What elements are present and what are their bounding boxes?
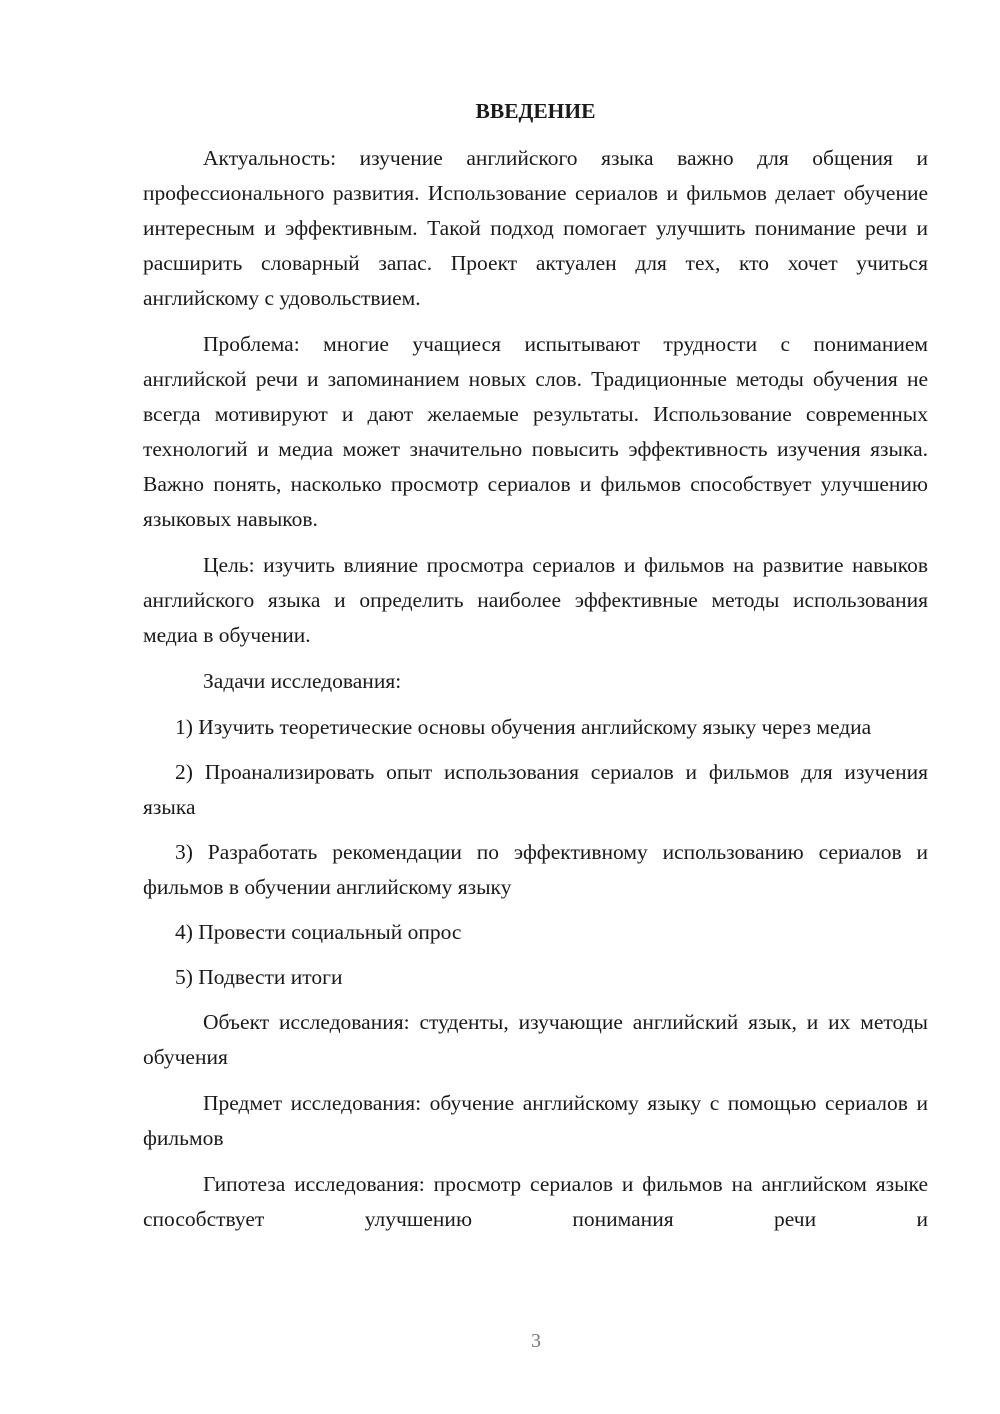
page-number: 3 (531, 1330, 541, 1352)
task-item-4: 4) Провести социальный опрос (175, 920, 462, 944)
paragraph-goal: Цель: изучить влияние просмотра сериалов и фильмов на развитие навыков английского языка и определить наиболее эффективные методы использования медиа в обучении. (143, 553, 928, 647)
task-item-3: 3) Разработать рекомендации по эффективному использованию сериалов и фильмов в обучении английскому языку (143, 840, 928, 899)
paragraph-problem: Проблема: многие учащиеся испытывают трудности с пониманием английской речи и запоминанием новых слов. Традиционные методы обучения не всегда мотивируют и дают желаемые результаты. Использование современных технологий и медиа может значительно повысить эффективность изучения языка. Важно понять, насколько просмотр сериалов и фильмов способствует улучшению языковых навыков. (143, 332, 928, 531)
task-item-1: 1) Изучить теоретические основы обучения английскому языку через медиа (175, 715, 872, 739)
paragraph-subject: Предмет исследования: обучение английскому языку с помощью сериалов и фильмов (143, 1091, 928, 1150)
paragraph-relevance: Актуальность: изучение английского языка важно для общения и профессионального развития. Использование сериалов и фильмов делает обучение интересным и эффективным. Такой подход помогает улучшить понимание речи и расширить словарный запас. Проект актуален для тех, кто хочет учиться английскому с удовольствием. (143, 146, 928, 310)
document-page (143, 94, 928, 1248)
task-item-5: 5) Подвести итоги (175, 965, 343, 989)
page-title: ВВЕДЕНИЕ (475, 99, 596, 123)
paragraph-object: Объект исследования: студенты, изучающие английский язык, и их методы обучения (143, 1010, 928, 1069)
task-item-2: 2) Проанализировать опыт использования сериалов и фильмов для изучения языка (143, 760, 928, 819)
paragraph-tasks-heading: Задачи исследования: (203, 669, 402, 693)
paragraph-hypothesis: Гипотеза исследования: просмотр сериалов и фильмов на английском языке способствует улучшению понимания речи и (143, 1172, 928, 1231)
